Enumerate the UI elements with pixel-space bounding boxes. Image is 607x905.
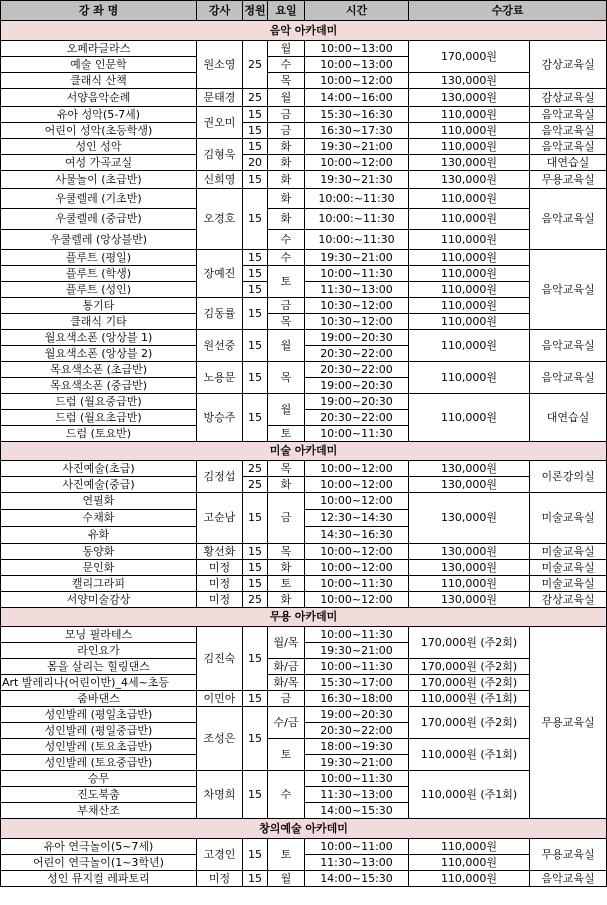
table-cell: 모닝 필라테스: [1, 627, 197, 643]
table-cell: 권오미: [197, 107, 243, 139]
table-cell: 라인요가: [1, 643, 197, 659]
header-course-name: 강 좌 명: [1, 1, 197, 21]
table-cell: 10:00~12:00: [305, 155, 409, 171]
table-cell: 15: [243, 171, 268, 189]
table-row: [1, 592, 607, 608]
table-cell: 110,000원: [409, 855, 530, 871]
table-cell: 클래식 기타: [1, 314, 197, 330]
table-cell: 20: [243, 155, 268, 171]
table-cell: 오페라글라스: [1, 41, 197, 57]
table-cell: 15: [243, 576, 268, 592]
table-cell: 음악교육실: [530, 123, 607, 139]
table-cell: 10:00~11:30: [305, 771, 409, 787]
header-capacity: 정원: [243, 1, 268, 21]
table-cell: 수: [268, 57, 305, 73]
table-cell: 장예진: [197, 250, 243, 298]
table-cell: 조성은: [197, 707, 243, 771]
table-cell: 이민아: [197, 691, 243, 707]
table-cell: 수: [268, 250, 305, 266]
section-header-row: [1, 442, 607, 461]
table-cell: 130,000원: [409, 73, 530, 89]
table-cell: 25: [243, 89, 268, 107]
table-cell: 19:00~20:30: [305, 378, 409, 394]
table-cell: 10:00~12:00: [305, 544, 409, 560]
table-cell: 130,000원: [409, 592, 530, 608]
table-cell: 110,000원 (주1회): [409, 739, 530, 771]
table-cell: 감상교육실: [530, 592, 607, 608]
table-cell: 유아 성악(5-7세): [1, 107, 197, 123]
section-header-row: [1, 819, 607, 839]
table-cell: 성인발레 (평일중급반): [1, 723, 197, 739]
table-cell: 14:00~15:30: [305, 803, 409, 819]
table-cell: 170,000원 (주2회): [409, 707, 530, 739]
table-cell: 금: [268, 493, 305, 544]
table-cell: 감상교육실: [530, 89, 607, 107]
table-row: [1, 493, 607, 510]
table-cell: 19:00~20:30: [305, 394, 409, 410]
table-cell: 월/목: [268, 627, 305, 659]
table-cell: 어린이 성악(초등학생): [1, 123, 197, 139]
table-row: [1, 362, 607, 378]
table-cell: 화: [268, 171, 305, 189]
table-cell: 110,000원: [409, 123, 530, 139]
table-cell: 대연습실: [530, 394, 607, 442]
table-cell: 15: [243, 560, 268, 576]
table-cell: 미정: [197, 576, 243, 592]
table-cell: 목: [268, 362, 305, 394]
table-cell: 목: [268, 314, 305, 330]
table-cell: 10:00~11:30: [305, 266, 409, 282]
table-cell: 김진숙: [197, 627, 243, 691]
table-cell: 20:30~22:00: [305, 410, 409, 426]
table-cell: 110,000원: [409, 230, 530, 250]
table-cell: 15: [243, 707, 268, 771]
table-cell: 10:00~12:00: [305, 73, 409, 89]
table-cell: 화/금: [268, 659, 305, 675]
table-cell: 19:00~20:30: [305, 707, 409, 723]
table-cell: 성인발레 (토요중급반): [1, 755, 197, 771]
table-cell: 15: [243, 123, 268, 139]
table-cell: 15: [243, 107, 268, 123]
table-cell: 화: [268, 592, 305, 608]
table-cell: 금: [268, 123, 305, 139]
table-cell: 10:00~12:00: [305, 592, 409, 608]
table-cell: 월요색소폰 (앙상블 2): [1, 346, 197, 362]
table-row: [1, 330, 607, 346]
table-cell: 진도북춤: [1, 787, 197, 803]
table-cell: 110,000원 (주1회): [409, 691, 530, 707]
table-cell: 고순남: [197, 493, 243, 544]
table-cell: 플루트 (평일): [1, 250, 197, 266]
table-cell: 15: [243, 627, 268, 691]
table-row: [1, 139, 607, 155]
table-row: [1, 89, 607, 107]
table-cell: 화/목: [268, 675, 305, 691]
table-cell: 고경인: [197, 839, 243, 871]
table-row: [1, 659, 607, 675]
table-cell: 11:30~13:00: [305, 855, 409, 871]
table-cell: 월: [268, 871, 305, 887]
table-row: [1, 209, 607, 230]
table-row: [1, 314, 607, 330]
table-cell: 170,000원 (주2회): [409, 675, 530, 691]
table-cell: 성인발레 (평일초급반): [1, 707, 197, 723]
table-cell: 서양미술감상: [1, 592, 197, 608]
table-cell: 130,000원: [409, 461, 530, 477]
table-row: [1, 691, 607, 707]
header-day: 요일: [268, 1, 305, 21]
table-cell: 10:00~13:00: [305, 57, 409, 73]
table-cell: 15: [243, 266, 268, 282]
table-cell: 플루트 (성인): [1, 282, 197, 298]
table-cell: 우쿨렐레 (기초반): [1, 189, 197, 209]
table-cell: 미술교육실: [530, 493, 607, 544]
table-cell: 통기타: [1, 298, 197, 314]
table-body: [1, 21, 607, 887]
header-fee: 수강료: [409, 1, 607, 21]
table-cell: 토: [268, 576, 305, 592]
table-row: [1, 230, 607, 250]
table-cell: 화: [268, 477, 305, 493]
table-cell: 유아 연극놀이(5~7세): [1, 839, 197, 855]
table-cell: 10:00~13:00: [305, 41, 409, 57]
table-cell: 사물놀이 (초급반): [1, 171, 197, 189]
table-cell: 15: [243, 298, 268, 330]
table-cell: 25: [243, 41, 268, 89]
table-cell: 성인발레 (토요초급반): [1, 739, 197, 755]
table-row: [1, 627, 607, 643]
table-cell: 10:30~12:00: [305, 314, 409, 330]
table-cell: 110,000원: [409, 314, 530, 330]
table-cell: 클래식 산책: [1, 73, 197, 89]
table-cell: 20:30~22:00: [305, 346, 409, 362]
table-cell: 토: [268, 426, 305, 442]
table-cell: 목요색소폰 (초급반): [1, 362, 197, 378]
table-cell: 드럼 (월요중급반): [1, 394, 197, 410]
table-row: [1, 189, 607, 209]
table-cell: 130,000원: [409, 493, 530, 544]
table-cell: 방승주: [197, 394, 243, 442]
table-row: [1, 155, 607, 171]
table-cell: 15: [243, 139, 268, 155]
table-row: [1, 461, 607, 477]
table-cell: 음악교육실: [530, 330, 607, 362]
table-row: [1, 107, 607, 123]
table-cell: 김정섭: [197, 461, 243, 493]
table-cell: 15:30~17:00: [305, 675, 409, 691]
table-cell: 우쿨렐레 (중급반): [1, 209, 197, 230]
table-cell: 오경호: [197, 189, 243, 250]
table-cell: 110,000원: [409, 250, 530, 266]
table-cell: 음악교육실: [530, 871, 607, 887]
table-cell: 130,000원: [409, 171, 530, 189]
table-cell: 25: [243, 461, 268, 477]
table-cell: 수: [268, 230, 305, 250]
table-cell: 캘리그라피: [1, 576, 197, 592]
table-cell: 수/금: [268, 707, 305, 739]
table-cell: 15: [243, 493, 268, 544]
table-cell: 10:00~11:30: [305, 576, 409, 592]
table-cell: 110,000원: [409, 266, 530, 282]
table-cell: 승무: [1, 771, 197, 787]
table-cell: 수: [268, 771, 305, 819]
header-instructor: 강사: [197, 1, 243, 21]
table-cell: 110,000원: [409, 107, 530, 123]
table-cell: 음악교육실: [530, 139, 607, 155]
table-cell: 성인 성악: [1, 139, 197, 155]
table-cell: 화: [268, 209, 305, 230]
table-row: [1, 871, 607, 887]
table-row: [1, 739, 607, 755]
table-cell: 170,000원 (주2회): [409, 659, 530, 675]
table-cell: 110,000원: [409, 139, 530, 155]
table-cell: 15: [243, 771, 268, 819]
table-cell: 연필화: [1, 493, 197, 510]
table-cell: 미술교육실: [530, 560, 607, 576]
header-time: 시간: [305, 1, 409, 21]
table-cell: 금: [268, 691, 305, 707]
table-cell: 12:30~14:30: [305, 510, 409, 527]
section-title: 음악 아카데미: [1, 21, 607, 41]
table-cell: 원선중: [197, 330, 243, 362]
table-cell: 화: [268, 189, 305, 209]
table-cell: 18:00~19:30: [305, 739, 409, 755]
table-cell: 김형욱: [197, 139, 243, 171]
table-cell: 14:30~16:30: [305, 527, 409, 544]
table-cell: 금: [268, 107, 305, 123]
table-cell: 25: [243, 477, 268, 493]
table-cell: 월: [268, 41, 305, 57]
table-cell: 19:30~21:00: [305, 139, 409, 155]
table-cell: 170,000원: [409, 41, 530, 73]
table-cell: 20:30~22:00: [305, 362, 409, 378]
table-cell: 110,000원: [409, 298, 530, 314]
table-cell: 15: [243, 282, 268, 298]
section-header-row: [1, 21, 607, 41]
table-cell: 플루트 (학생): [1, 266, 197, 282]
table-cell: 15: [243, 250, 268, 266]
table-row: [1, 771, 607, 787]
table-cell: 미정: [197, 592, 243, 608]
table-cell: 10:00:~11:30: [305, 189, 409, 209]
table-cell: 황선화: [197, 544, 243, 560]
table-row: [1, 171, 607, 189]
table-cell: 예술 인문학: [1, 57, 197, 73]
table-cell: 미정: [197, 560, 243, 576]
table-cell: 미술교육실: [530, 576, 607, 592]
table-cell: 10:00~12:00: [305, 493, 409, 510]
table-cell: 15:30~16:30: [305, 107, 409, 123]
table-row: [1, 41, 607, 57]
table-cell: 130,000원: [409, 544, 530, 560]
table-cell: 19:30~21:00: [305, 755, 409, 771]
table-cell: 부채산조: [1, 803, 197, 819]
table-cell: 10:00~12:00: [305, 560, 409, 576]
table-cell: 화: [268, 155, 305, 171]
table-row: [1, 544, 607, 560]
table-cell: 몸을 살리는 힐링댄스: [1, 659, 197, 675]
table-row: [1, 560, 607, 576]
table-cell: 서양음악순례: [1, 89, 197, 107]
section-title: 미술 아카데미: [1, 442, 607, 461]
table-cell: 15: [243, 362, 268, 394]
table-cell: Art 발레리나(어린이반)_4세~초등: [1, 675, 197, 691]
table-cell: 20:30~22:00: [305, 723, 409, 739]
table-cell: 미정: [197, 871, 243, 887]
table-cell: 미술교육실: [530, 544, 607, 560]
table-cell: 무용교육실: [530, 627, 607, 819]
table-cell: 25: [243, 592, 268, 608]
table-cell: 목요색소폰 (중급반): [1, 378, 197, 394]
table-cell: 130,000원: [409, 560, 530, 576]
table-cell: 토: [268, 266, 305, 298]
table-cell: 사진예술(초급): [1, 461, 197, 477]
table-cell: 성인 뮤지컬 레파토리: [1, 871, 197, 887]
table-cell: 15: [243, 691, 268, 707]
table-cell: 원소영: [197, 41, 243, 89]
table-cell: 사진예술(중급): [1, 477, 197, 493]
table-cell: 어린이 연극놀이(1~3학년): [1, 855, 197, 871]
table-cell: 10:00~11:30: [305, 426, 409, 442]
table-cell: 10:00~11:00: [305, 839, 409, 855]
table-cell: 14:00~15:30: [305, 871, 409, 887]
table-cell: 목: [268, 461, 305, 477]
table-row: [1, 394, 607, 410]
table-cell: 여성 가곡교실: [1, 155, 197, 171]
table-row: [1, 576, 607, 592]
table-row: [1, 477, 607, 493]
table-cell: 대연습실: [530, 155, 607, 171]
table-cell: 수채화: [1, 510, 197, 527]
table-cell: 110,000원: [409, 839, 530, 855]
table-cell: 15: [243, 189, 268, 250]
table-cell: 130,000원: [409, 155, 530, 171]
table-cell: 차명희: [197, 771, 243, 819]
table-cell: 15: [243, 394, 268, 442]
table-cell: 월: [268, 89, 305, 107]
table-cell: 110,000원 (주1회): [409, 771, 530, 819]
table-cell: 10:00~12:00: [305, 477, 409, 493]
table-cell: 15: [243, 330, 268, 362]
table-cell: 110,000원: [409, 871, 530, 887]
table-cell: 170,000원 (주2회): [409, 627, 530, 659]
table-cell: 110,000원: [409, 209, 530, 230]
table-header-row: [1, 1, 607, 21]
table-cell: 토: [268, 839, 305, 871]
table-cell: 16:30~18:00: [305, 691, 409, 707]
table-cell: 15: [243, 544, 268, 560]
section-title: 창의예술 아카데미: [1, 819, 607, 839]
table-cell: 음악교육실: [530, 189, 607, 250]
table-cell: 110,000원: [409, 576, 530, 592]
table-row: [1, 707, 607, 723]
table-cell: 신희영: [197, 171, 243, 189]
table-cell: 문인화: [1, 560, 197, 576]
section-title: 무용 아카데미: [1, 608, 607, 627]
table-cell: 14:00~16:00: [305, 89, 409, 107]
table-cell: 우쿨렐레 (앙상블반): [1, 230, 197, 250]
table-row: [1, 123, 607, 139]
table-cell: 감상교육실: [530, 41, 607, 89]
table-cell: 목: [268, 544, 305, 560]
table-cell: 110,000원: [409, 362, 530, 394]
table-cell: 10:00~11:30: [305, 627, 409, 643]
table-cell: 110,000원: [409, 394, 530, 442]
table-cell: 김동률: [197, 298, 243, 330]
table-cell: 11:30~13:00: [305, 787, 409, 803]
table-row: [1, 250, 607, 266]
table-cell: 110,000원: [409, 189, 530, 209]
table-cell: 19:30~21:00: [305, 250, 409, 266]
table-cell: 무용교육실: [530, 171, 607, 189]
table-cell: 월: [268, 330, 305, 362]
table-cell: 10:00~12:00: [305, 461, 409, 477]
table-cell: 16:30~17:30: [305, 123, 409, 139]
table-cell: 19:00~20:30: [305, 330, 409, 346]
table-cell: 화: [268, 139, 305, 155]
table-cell: 19:30~21:00: [305, 643, 409, 659]
table-cell: 동양화: [1, 544, 197, 560]
table-row: [1, 266, 607, 282]
table-row: [1, 298, 607, 314]
table-cell: 음악교육실: [530, 250, 607, 330]
table-cell: 화: [268, 560, 305, 576]
table-cell: 10:30~12:00: [305, 298, 409, 314]
table-cell: 10:00:~11:30: [305, 230, 409, 250]
table-cell: 15: [243, 871, 268, 887]
table-cell: 110,000원: [409, 282, 530, 298]
table-cell: 드럼 (월요초급반): [1, 410, 197, 426]
table-cell: 드럼 (토요반): [1, 426, 197, 442]
table-cell: 노용문: [197, 362, 243, 394]
table-cell: 19:30~21:30: [305, 171, 409, 189]
table-cell: 11:30~13:00: [305, 282, 409, 298]
table-cell: 10:00~11:30: [305, 659, 409, 675]
table-cell: 110,000원: [409, 330, 530, 362]
section-header-row: [1, 608, 607, 627]
table-cell: 음악교육실: [530, 362, 607, 394]
table-row: [1, 675, 607, 691]
table-cell: 월요색소폰 (앙상블 1): [1, 330, 197, 346]
table-cell: 줌바댄스: [1, 691, 197, 707]
table-cell: 유화: [1, 527, 197, 544]
table-cell: 10:00:~11:30: [305, 209, 409, 230]
table-cell: 이론강의실: [530, 461, 607, 493]
table-cell: 130,000원: [409, 477, 530, 493]
table-cell: 음악교육실: [530, 107, 607, 123]
table-cell: 문태경: [197, 89, 243, 107]
table-cell: 금: [268, 298, 305, 314]
table-cell: 무용교육실: [530, 839, 607, 871]
table-cell: 월: [268, 394, 305, 426]
table-cell: 토: [268, 739, 305, 771]
table-cell: 15: [243, 839, 268, 871]
table-row: [1, 73, 607, 89]
table-cell: 130,000원: [409, 89, 530, 107]
table-row: [1, 839, 607, 855]
table-cell: 목: [268, 73, 305, 89]
